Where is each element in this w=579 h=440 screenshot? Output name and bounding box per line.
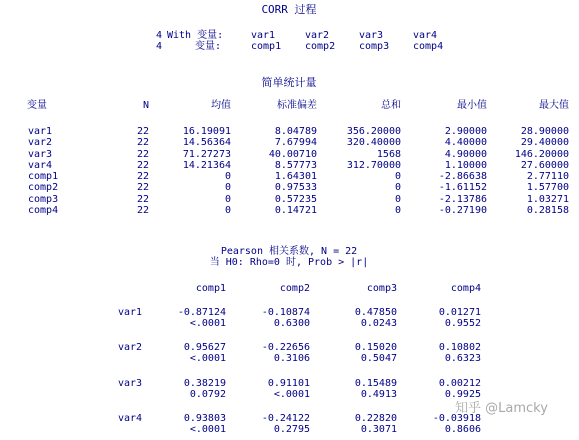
pearson-header-comp1: comp1 bbox=[195, 283, 226, 294]
stats-cell: 0.28158 bbox=[526, 204, 569, 216]
stats-cell: 22 bbox=[136, 182, 149, 194]
stats-cell: 22 bbox=[136, 137, 149, 149]
pearson-r-value: 0.15489 bbox=[354, 378, 397, 389]
stats-cell: 14.21364 bbox=[182, 159, 231, 171]
pearson-row-var: var3 bbox=[118, 378, 143, 389]
pearson-header-comp2: comp2 bbox=[279, 283, 310, 294]
stats-cell: -0.27190 bbox=[438, 204, 487, 216]
stats-cell: 2.90000 bbox=[444, 126, 487, 137]
pearson-r-value: -0.22656 bbox=[261, 342, 310, 353]
stats-cell: 320.40000 bbox=[346, 137, 401, 149]
stats-cell: 40.00710 bbox=[268, 148, 317, 160]
stats-header-variable: 变量 bbox=[27, 100, 47, 111]
stats-cell: -2.86638 bbox=[438, 171, 487, 182]
pearson-r-value: 0.22820 bbox=[354, 413, 397, 424]
stats-cell: 0 bbox=[394, 171, 401, 182]
stats-row-var: var1 bbox=[28, 126, 53, 137]
pearson-p-value: <.0001 bbox=[189, 318, 226, 329]
pearson-r-value: -0.24122 bbox=[261, 413, 310, 424]
var-name-2: comp2 bbox=[305, 41, 336, 52]
stats-cell: 7.67994 bbox=[274, 137, 317, 149]
stats-header-3: 标准偏差 bbox=[277, 100, 317, 111]
pearson-p-value: 0.0243 bbox=[360, 318, 397, 329]
with-label: With 变量: bbox=[167, 30, 224, 41]
stats-cell: 0.97533 bbox=[274, 182, 317, 194]
stats-row-var: var4 bbox=[28, 159, 53, 171]
pearson-p-value: 0.8606 bbox=[444, 424, 481, 435]
pearson-r-value: -0.87124 bbox=[177, 307, 226, 318]
pearson-r-value: 0.91101 bbox=[267, 378, 310, 389]
pearson-p-value: 0.4913 bbox=[360, 389, 397, 400]
stats-cell: 22 bbox=[136, 148, 149, 160]
stats-cell: 0 bbox=[224, 171, 231, 182]
stats-cell: 22 bbox=[136, 159, 149, 171]
pearson-header-comp4: comp4 bbox=[450, 283, 481, 294]
pearson-p-value: 0.6323 bbox=[444, 353, 481, 364]
pearson-r-value: 0.10802 bbox=[438, 342, 481, 353]
stats-cell: 0 bbox=[224, 204, 231, 216]
pearson-r-value: -0.10874 bbox=[261, 307, 310, 318]
stats-cell: 356.20000 bbox=[346, 126, 401, 137]
stats-cell: 16.19091 bbox=[182, 126, 231, 137]
stats-cell: 27.60000 bbox=[520, 159, 569, 171]
pearson-p-value: <.0001 bbox=[189, 424, 226, 435]
stats-header-1: N bbox=[142, 100, 149, 111]
stats-row-var: var3 bbox=[28, 148, 53, 160]
pearson-r-value: 0.01271 bbox=[438, 307, 481, 318]
pearson-r-value: 0.15020 bbox=[354, 342, 397, 353]
var-name-1: comp1 bbox=[251, 41, 282, 52]
with-var-2: var2 bbox=[305, 30, 330, 41]
stats-cell: 1.64301 bbox=[274, 171, 317, 182]
with-var-4: var4 bbox=[413, 30, 438, 41]
pearson-r-value: -0.03918 bbox=[432, 413, 481, 424]
stats-row-var: comp3 bbox=[28, 193, 59, 205]
pearson-row-var: var2 bbox=[118, 342, 143, 353]
stats-header-5: 最小值 bbox=[457, 100, 487, 111]
pearson-title: Pearson 相关系数, N = 22 bbox=[220, 246, 358, 257]
stats-cell: 1568 bbox=[376, 148, 401, 160]
stats-row-var: var2 bbox=[28, 137, 53, 149]
pearson-r-value: 0.00212 bbox=[438, 378, 481, 389]
var-name-4: comp4 bbox=[413, 41, 444, 52]
stats-cell: 22 bbox=[136, 193, 149, 205]
stats-cell: 8.57773 bbox=[274, 159, 317, 171]
watermark: 知乎 @Lamcky bbox=[455, 401, 548, 416]
stats-cell: 0 bbox=[394, 204, 401, 216]
stats-cell: 28.90000 bbox=[520, 126, 569, 137]
pearson-p-value: <.0001 bbox=[273, 389, 310, 400]
stats-row-var: comp2 bbox=[28, 182, 59, 194]
stats-cell: 0.14721 bbox=[274, 204, 317, 216]
stats-cell: 29.40000 bbox=[520, 137, 569, 149]
stats-cell: 22 bbox=[136, 204, 149, 216]
pearson-p-value: 0.9925 bbox=[444, 389, 481, 400]
stats-row-var: comp4 bbox=[28, 204, 59, 216]
stats-header-4: 总和 bbox=[381, 100, 401, 111]
pearson-r-value: 0.93803 bbox=[183, 413, 226, 424]
pearson-p-value: 0.0792 bbox=[189, 389, 226, 400]
var-label: 变量: bbox=[195, 41, 222, 52]
var-name-3: comp3 bbox=[359, 41, 390, 52]
pearson-r-value: 0.47850 bbox=[354, 307, 397, 318]
stats-cell: 2.77110 bbox=[526, 171, 569, 182]
stats-cell: 0 bbox=[394, 182, 401, 194]
stats-cell: 71.27273 bbox=[182, 148, 231, 160]
with-var-1: var1 bbox=[251, 30, 276, 41]
pearson-p-value: 0.2795 bbox=[273, 424, 310, 435]
stats-cell: 1.57700 bbox=[526, 182, 569, 194]
stats-row-var: comp1 bbox=[28, 171, 59, 182]
pearson-p-value: 0.6300 bbox=[273, 318, 310, 329]
stats-cell: 312.70000 bbox=[346, 159, 401, 171]
stats-cell: 146.20000 bbox=[514, 148, 569, 160]
stats-cell: 0.57235 bbox=[274, 193, 317, 205]
stats-title: 简单统计量 bbox=[261, 76, 317, 89]
with-var-3: var3 bbox=[359, 30, 384, 41]
stats-cell: 0 bbox=[224, 182, 231, 194]
stats-cell: 1.10000 bbox=[444, 159, 487, 171]
stats-header-6: 最大值 bbox=[539, 100, 569, 111]
pearson-p-value: 0.3106 bbox=[273, 353, 310, 364]
stats-cell: -2.13786 bbox=[438, 193, 487, 205]
stats-cell: 0 bbox=[224, 193, 231, 205]
procedure-title: CORR 过程 bbox=[261, 3, 317, 16]
with-count-1: 4 bbox=[155, 30, 162, 41]
stats-cell: 22 bbox=[136, 171, 149, 182]
stats-cell: 22 bbox=[136, 126, 149, 137]
stats-cell: 8.04789 bbox=[274, 126, 317, 137]
stats-header-2: 均值 bbox=[211, 100, 231, 111]
pearson-header-comp3: comp3 bbox=[366, 283, 397, 294]
pearson-r-value: 0.95627 bbox=[183, 342, 226, 353]
pearson-row-var: var4 bbox=[118, 413, 143, 424]
pearson-p-value: 0.3071 bbox=[360, 424, 397, 435]
stats-cell: 0 bbox=[394, 193, 401, 205]
pearson-r-value: 0.38219 bbox=[183, 378, 226, 389]
stats-cell: 1.03271 bbox=[526, 193, 569, 205]
var-count-2: 4 bbox=[155, 41, 162, 52]
stats-cell: 4.40000 bbox=[444, 137, 487, 149]
stats-cell: 14.56364 bbox=[182, 137, 231, 149]
pearson-p-value: 0.9552 bbox=[444, 318, 481, 329]
pearson-row-var: var1 bbox=[118, 307, 143, 318]
pearson-p-value: <.0001 bbox=[189, 353, 226, 364]
stats-cell: -1.61152 bbox=[438, 182, 487, 194]
pearson-p-value: 0.5047 bbox=[360, 353, 397, 364]
stats-cell: 4.90000 bbox=[444, 148, 487, 160]
pearson-subtitle: 当 H0: Rho=0 时, Prob > |r| bbox=[209, 257, 369, 268]
